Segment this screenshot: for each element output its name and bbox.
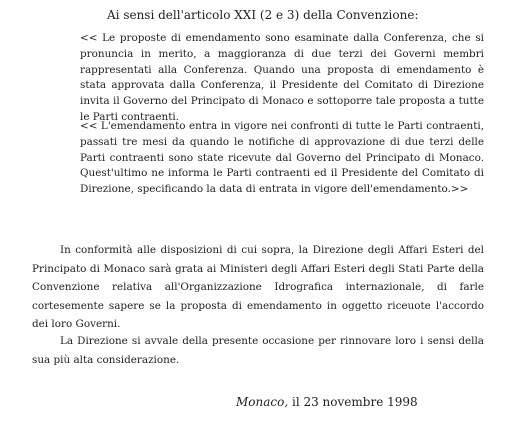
article-heading: Ai sensi dell'articolo XXI (2 e 3) della Convenzione:	[107, 8, 419, 22]
body-paragraph-closing: La Direzione si avvale della presente occasione per rinnovare loro i sensi della sua più alta considerazione.	[32, 335, 484, 366]
quoted-paragraph-entry-into-force: << L'emendamento entra in vigore nei confronti di tutte le Parti contraenti, passati tre mesi da quando le notifiche di approvazione di due terzi delle Parti contraenti sono state ricevute dal Governo del Principato di Monaco. Quest'ultimo ne informa le Parti contraenti ed il Presidente del Comitato di Direzione, specificando la data di entrata in vigore dell'emendamento.>>	[80, 120, 484, 196]
quoted-paragraph-amendment-proposals: << Le proposte di emendamento sono esaminate dalla Conferenza, che si pronuncia in merito, a maggioranza di due terzi dei Governi membri rappresentati alla Conferenza. Quando una proposta di emendamento è stata approvata dalla Conferenza, il Presidente del Comitato di Direzione invita il Governo del Principato di Monaco e sottoporre tale proposta a tutte le Parti contraenti.	[80, 32, 484, 123]
signature-date: il 23 novembre 1998	[291, 395, 418, 409]
signature-place: Monaco,	[236, 395, 289, 409]
signature-line	[236, 395, 418, 409]
body-paragraph-request: In conformità alle disposizioni di cui sopra, la Direzione degli Affari Esteri del Principato di Monaco sarà grata ai Ministeri degli Affari Esteri degli Stati Parte della Convenzione relativa all'Organizzazione Idrografica internazionale, di farle cortesemente sapere se la proposta di emendamento in oggetto riceuote l'accordo dei loro Governi.	[32, 244, 484, 330]
